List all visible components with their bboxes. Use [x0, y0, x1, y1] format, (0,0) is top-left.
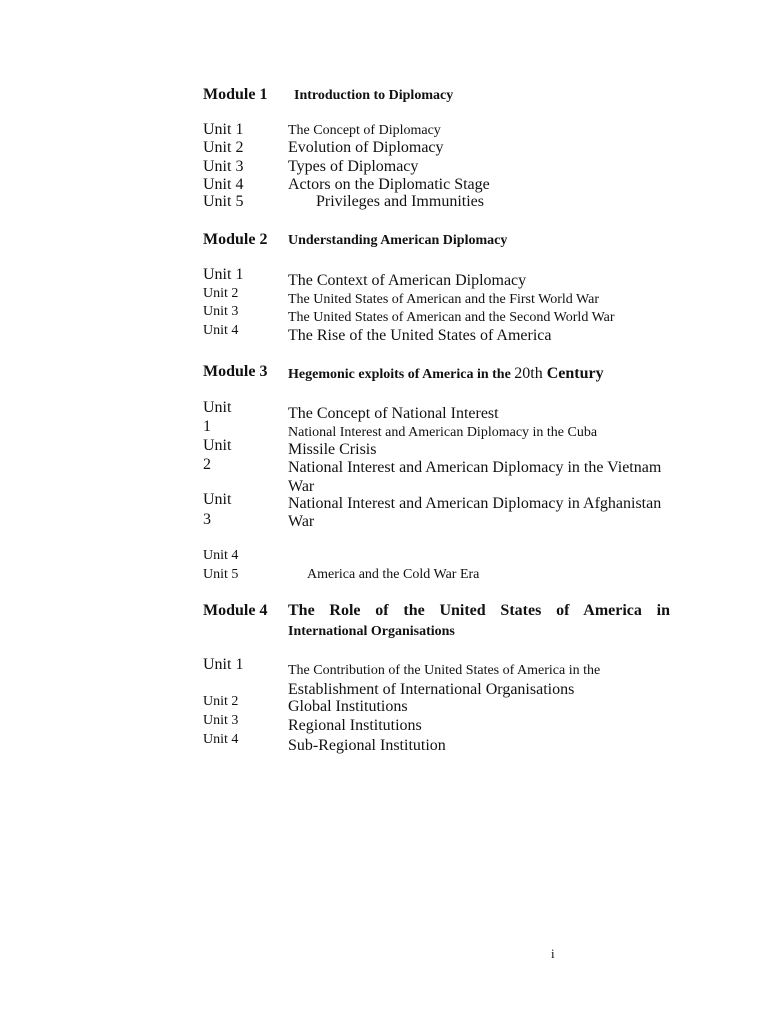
m3-unit-line: National Interest and American Diplomacy in Afghanistan — [288, 495, 662, 512]
m2-unit-4-label: Unit 4 — [203, 323, 239, 338]
module-2-title: Understanding American Diplomacy — [288, 233, 508, 248]
m4-unit-line: Sub-Regional Institution — [288, 737, 446, 754]
m1-unit-2-title: Evolution of Diplomacy — [288, 139, 444, 156]
m3-unit-5-label: Unit 5 — [203, 567, 239, 582]
m4-unit-2-label: Unit 2 — [203, 694, 239, 709]
m3-unit-4-label: Unit 4 — [203, 548, 239, 563]
m4-unit-line: Establishment of International Organisations — [288, 681, 575, 698]
m4-unit-line: Global Institutions — [288, 698, 408, 715]
m1-unit-1-label: Unit 1 — [203, 121, 244, 138]
module-1-label: Module 1 — [203, 86, 268, 103]
m1-unit-3-title: Types of Diplomacy — [288, 158, 419, 175]
m4-unit-4-label: Unit 4 — [203, 732, 239, 747]
m1-unit-5-title: Privileges and Immunities — [316, 193, 484, 210]
m1-unit-3-label: Unit 3 — [203, 158, 244, 175]
module-3-title — [288, 365, 604, 383]
m2-unit-2-label: Unit 2 — [203, 286, 239, 301]
m3-unit-label-word: Unit — [203, 491, 232, 508]
module-2-label: Module 2 — [203, 231, 268, 248]
m3-unit-line: The Concept of National Interest — [288, 405, 499, 422]
m2-unit-3-title: The United States of American and the Second World War — [288, 310, 615, 325]
m1-unit-1-title: The Concept of Diplomacy — [288, 123, 441, 138]
module-3-title-part-c: Century — [542, 365, 604, 382]
m2-unit-1-label: Unit 1 — [203, 266, 244, 283]
m3-unit-line: War — [288, 478, 315, 495]
module-4-title-line-1: The Role of the United States of America in — [288, 602, 670, 619]
module-4-label: Module 4 — [203, 602, 268, 619]
m3-unit-label-number: 1 — [203, 418, 211, 435]
m1-unit-2-label: Unit 2 — [203, 139, 244, 156]
page-number: i — [551, 946, 555, 961]
m3-unit-label-number: 2 — [203, 456, 211, 473]
m3-unit-5-title: America and the Cold War Era — [307, 567, 480, 582]
m2-unit-2-title: The United States of American and the First World War — [288, 292, 599, 307]
m3-unit-line: Missile Crisis — [288, 441, 377, 458]
m3-unit-line: National Interest and American Diplomacy in the Vietnam — [288, 459, 662, 476]
module-4-title-line-2: International Organisations — [288, 624, 455, 639]
m3-unit-line: National Interest and American Diplomacy in the Cuba — [288, 425, 598, 440]
m4-unit-line: Regional Institutions — [288, 717, 422, 734]
module-3-title-part-a: Hegemonic exploits of America in the — [288, 367, 515, 382]
m1-unit-5-label: Unit 5 — [203, 193, 244, 210]
m2-unit-3-label: Unit 3 — [203, 304, 239, 319]
m4-unit-line: The Contribution of the United States of America in the — [288, 663, 601, 678]
module-1-title: Introduction to Diplomacy — [294, 88, 454, 103]
m1-unit-4-label: Unit 4 — [203, 176, 244, 193]
m4-unit-3-label: Unit 3 — [203, 713, 239, 728]
m4-unit-1-label: Unit 1 — [203, 656, 244, 673]
m2-unit-1-title: The Context of American Diplomacy — [288, 272, 527, 289]
m2-unit-4-title: The Rise of the United States of America — [288, 327, 552, 344]
m1-unit-4-title: Actors on the Diplomatic Stage — [288, 176, 490, 193]
m3-unit-line: War — [288, 513, 315, 530]
m3-unit-label-word: Unit — [203, 399, 232, 416]
module-3-label: Module 3 — [203, 363, 268, 380]
m3-unit-label-word: Unit — [203, 437, 232, 454]
m3-unit-label-number: 3 — [203, 511, 211, 528]
module-3-title-part-b: 20th — [514, 365, 543, 382]
